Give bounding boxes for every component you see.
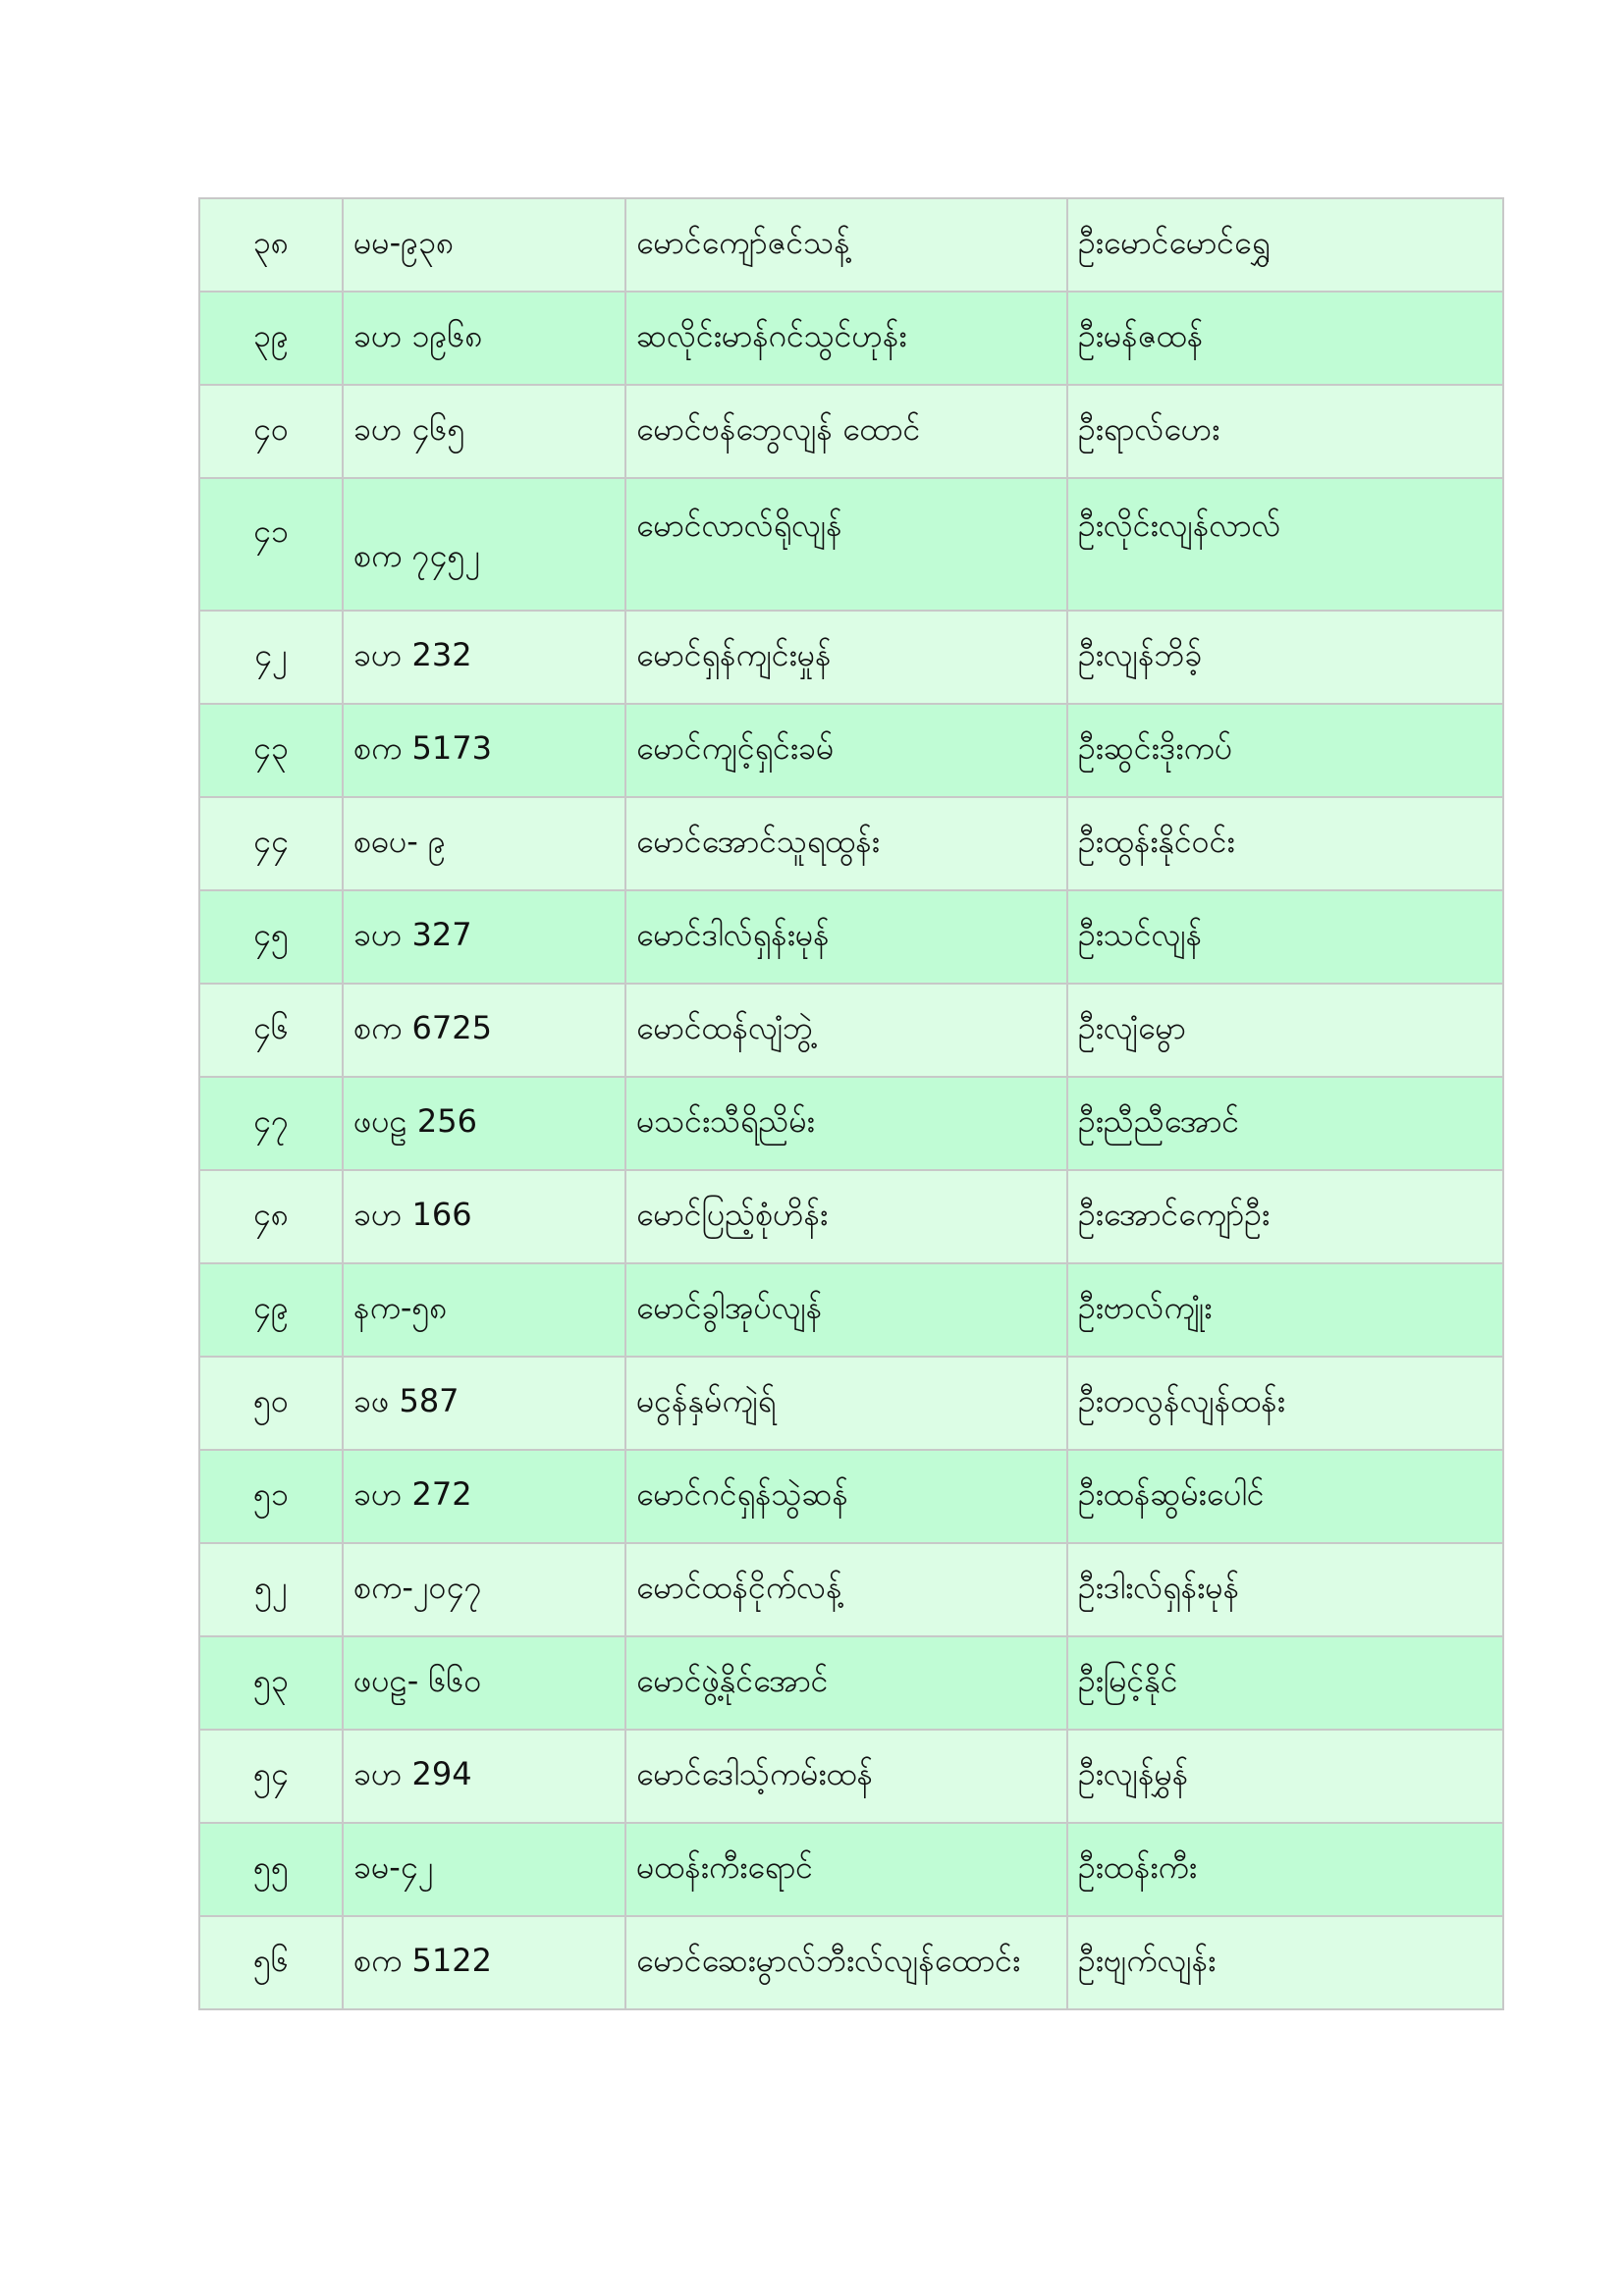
father-name-cell: ဦးဗာလ်ကျုံး	[1067, 1263, 1503, 1357]
record-id-cell: ခဟ 166	[343, 1170, 625, 1263]
father-name-cell: ဦးညီညီအောင်	[1067, 1077, 1503, 1170]
person-name-cell: မောင်ဆေးမွာလ်ဘီးလ်လျန်ထောင်း	[625, 1916, 1067, 2009]
table-row	[199, 984, 1503, 1077]
table-row	[199, 198, 1503, 292]
father-name-cell: ဦးလျန်ဘိခ့်	[1067, 611, 1503, 704]
person-name-cell: မသင်းသီရိညိမ်း	[625, 1077, 1067, 1170]
father-name-cell: ဦးမန်ဇထန်	[1067, 292, 1503, 385]
table-row	[199, 1077, 1503, 1170]
record-id-cell: မမ-၉၃၈	[343, 198, 625, 292]
person-name-cell: မောင်ရှန်ကျင်းမှုန်	[625, 611, 1067, 704]
records-table-body	[199, 198, 1503, 2009]
table-row	[199, 1450, 1503, 1543]
record-id-cell: ခဟ 327	[343, 890, 625, 984]
record-id-cell: ခဟ 232	[343, 611, 625, 704]
table-row	[199, 611, 1503, 704]
person-name-cell: မငွန်နှမ်ကျဲရ်	[625, 1357, 1067, 1450]
person-name-cell: မောင်လာလ်ရိုလျန်	[625, 478, 1067, 611]
row-number-cell: ၅၂	[199, 1543, 343, 1636]
person-name-cell: မောင်ကျင့်ရှင်းခမ်	[625, 704, 1067, 797]
father-name-cell: ဦးသင်လျန်	[1067, 890, 1503, 984]
person-name-cell: မထန်းကီးရောင်	[625, 1823, 1067, 1916]
row-number-cell: ၃၉	[199, 292, 343, 385]
row-number-cell: ၅၆	[199, 1916, 343, 2009]
row-number-cell: ၄၉	[199, 1263, 343, 1357]
person-name-cell: မောင်ဗန်ဘွေလျန် ထောင်	[625, 385, 1067, 478]
father-name-cell: ဦးဆွင်းဒိုးကပ်	[1067, 704, 1503, 797]
person-name-cell: မောင်ခွါအုပ်လျန်	[625, 1263, 1067, 1357]
row-number-cell: ၄၄	[199, 797, 343, 890]
row-number-cell: ၄၂	[199, 611, 343, 704]
row-number-cell: ၄၈	[199, 1170, 343, 1263]
record-id-cell: စက 5122	[343, 1916, 625, 2009]
record-id-cell: စက-၂၀၄၇	[343, 1543, 625, 1636]
row-number-cell: ၅၃	[199, 1636, 343, 1730]
table-row	[199, 292, 1503, 385]
table-row	[199, 1636, 1503, 1730]
table-row	[199, 1823, 1503, 1916]
record-id-cell: စက 5173	[343, 704, 625, 797]
record-id-cell: ခဟ 294	[343, 1730, 625, 1823]
row-number-cell: ၅၁	[199, 1450, 343, 1543]
father-name-cell: ဦးလိုင်းလျန်လာလ်	[1067, 478, 1503, 611]
person-name-cell: မောင်ထန်လျံဘွဲ့	[625, 984, 1067, 1077]
record-id-cell: ဖပဠ 256	[343, 1077, 625, 1170]
father-name-cell: ဦးတလွန်လျန်ထန်း	[1067, 1357, 1503, 1450]
record-id-cell: စဓပ- ၉	[343, 797, 625, 890]
father-name-cell: ဦးထန်ဆွမ်းပေါင်	[1067, 1450, 1503, 1543]
table-row	[199, 385, 1503, 478]
person-name-cell: မောင်အောင်သူရထွန်း	[625, 797, 1067, 890]
table-row	[199, 1263, 1503, 1357]
father-name-cell: ဦးမြင့်နိုင်	[1067, 1636, 1503, 1730]
record-id-cell: နက-၅၈	[343, 1263, 625, 1357]
row-number-cell: ၅၀	[199, 1357, 343, 1450]
records-table	[198, 197, 1504, 2010]
person-name-cell: မောင်ဂင်ရှန်သွဲဆန်	[625, 1450, 1067, 1543]
person-name-cell: မောင်ဒါလ်ရှန်းမုန်	[625, 890, 1067, 984]
table-row	[199, 1730, 1503, 1823]
father-name-cell: ဦးမောင်မောင်ရွှေ	[1067, 198, 1503, 292]
row-number-cell: ၄၁	[199, 478, 343, 611]
table-row	[199, 1916, 1503, 2009]
row-number-cell: ၃၈	[199, 198, 343, 292]
table-row	[199, 1543, 1503, 1636]
row-number-cell: ၄၆	[199, 984, 343, 1077]
record-id-cell: ဖပဠ- ၆၆၀	[343, 1636, 625, 1730]
table-row	[199, 1357, 1503, 1450]
record-id-cell: ခဟ ၁၉၆၈	[343, 292, 625, 385]
person-name-cell: မောင်ကျော်ဇင်သန့်	[625, 198, 1067, 292]
table-row	[199, 478, 1503, 611]
record-id-cell: ခမ-၄၂	[343, 1823, 625, 1916]
table-row	[199, 797, 1503, 890]
person-name-cell: မောင်ဒေါသ့်ကမ်းထန်	[625, 1730, 1067, 1823]
table-row	[199, 890, 1503, 984]
record-id-cell: စက ၇၄၅၂	[343, 478, 625, 611]
record-id-cell: ခဟ 272	[343, 1450, 625, 1543]
father-name-cell: ဦးအောင်ကျော်ဦး	[1067, 1170, 1503, 1263]
row-number-cell: ၄၀	[199, 385, 343, 478]
record-id-cell: စက 6725	[343, 984, 625, 1077]
father-name-cell: ဦးလျန်မွှန်	[1067, 1730, 1503, 1823]
row-number-cell: ၄၇	[199, 1077, 343, 1170]
father-name-cell: ဦးဒါးလ်ရှန်းမုန်	[1067, 1543, 1503, 1636]
father-name-cell: ဦးထွန်းနိုင်ဝင်း	[1067, 797, 1503, 890]
father-name-cell: ဦးရာလ်ဟေး	[1067, 385, 1503, 478]
person-name-cell: ဆလိုင်းမာန်ဂင်သွင်ဟုန်း	[625, 292, 1067, 385]
record-id-cell: ခဟ ၄၆၅	[343, 385, 625, 478]
person-name-cell: မောင်ပြည့်စုံဟိန်း	[625, 1170, 1067, 1263]
table-row	[199, 704, 1503, 797]
father-name-cell: ဦးထန်းကီး	[1067, 1823, 1503, 1916]
person-name-cell: မောင်ထန်ငိုက်လန့်	[625, 1543, 1067, 1636]
row-number-cell: ၅၅	[199, 1823, 343, 1916]
father-name-cell: ဦးဗျက်လျန်း	[1067, 1916, 1503, 2009]
row-number-cell: ၄၅	[199, 890, 343, 984]
row-number-cell: ၅၄	[199, 1730, 343, 1823]
table-row	[199, 1170, 1503, 1263]
father-name-cell: ဦးလျံမွော	[1067, 984, 1503, 1077]
row-number-cell: ၄၃	[199, 704, 343, 797]
person-name-cell: မောင်ဖွဲ့နိုင်အောင်	[625, 1636, 1067, 1730]
record-id-cell: ခဖ 587	[343, 1357, 625, 1450]
